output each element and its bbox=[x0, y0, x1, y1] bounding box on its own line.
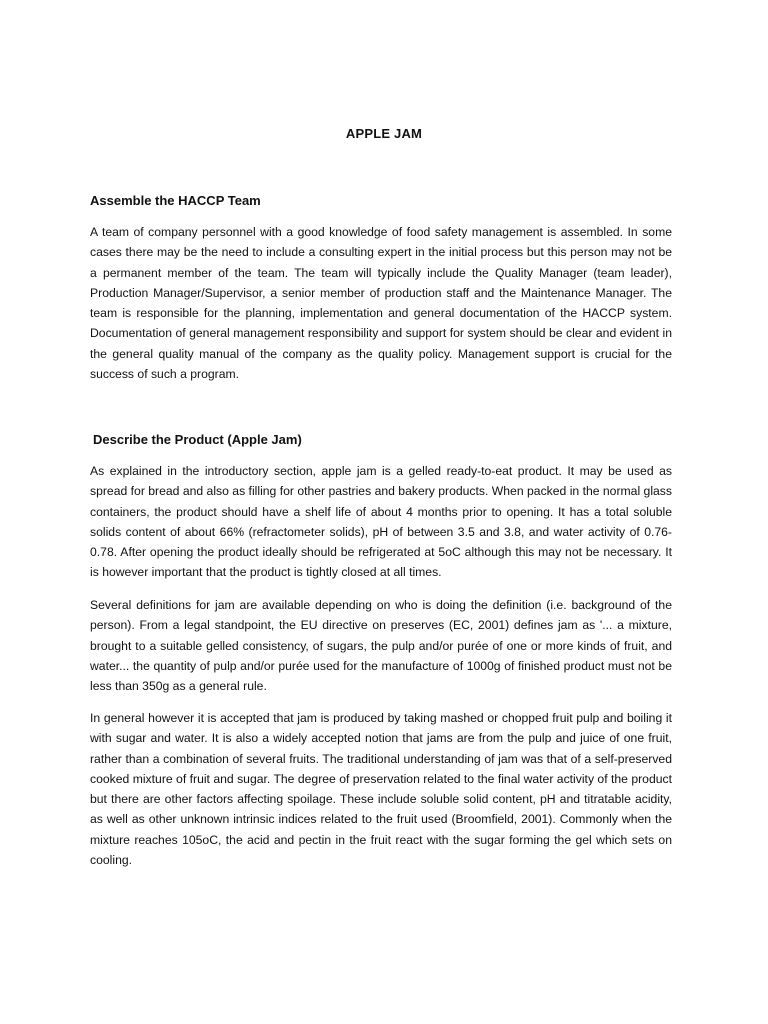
paragraph-product-intro: As explained in the introductory section, apple jam is a gelled ready-to-eat product. It may be used as spread for bread and also as filling for other pastries and bakery products. When packed in the normal glass containers, the product should have a shelf life of about 4 months prior to opening. It has a total soluble solids content of about 66% (refractometer solids), pH of between 3.5 and 3.8, and water activity of 0.76-0.78. After opening the product ideally should be refrigerated at 5oC although this may not be necessary. It is however important that the product is tightly closed at all times. bbox=[90, 464, 672, 580]
section-heading-describe-product: Describe the Product (Apple Jam) bbox=[93, 432, 302, 447]
paragraph-haccp-team: A team of company personnel with a good knowledge of food safety management is assembled. In some cases there may be the need to include a consulting expert in the initial process but this person may not be a permanent member of the team. The team will typically include the Quality Manager (team leader), Production Manager/Supervisor, a senior member of production staff and the Maintenance Manager. The team is responsible for the planning, implementation and general documentation of the HACCP system. Documentation of general management responsibility and support for system should be clear and evident in the general quality manual of the company as the quality policy. Management support is crucial for the success of such a program. bbox=[90, 225, 672, 382]
section-heading-haccp-team: Assemble the HACCP Team bbox=[90, 193, 261, 208]
paragraph-jam-definitions: Several definitions for jam are available depending on who is doing the definition (i.e. background of the person). From a legal standpoint, the EU directive on preserves (EC, 2001) defines jam as '... a mixture, brought to a suitable gelled consistency, of sugars, the pulp and/or purée of one or more kinds of fruit, and water... the quantity of pulp and/or purée used for the manufacture of 1000g of finished product must not be less than 350g as a general rule. bbox=[90, 598, 672, 694]
document-title: APPLE JAM bbox=[345, 126, 423, 141]
paragraph-jam-production: In general however it is accepted that jam is produced by taking mashed or chopped fruit pulp and boiling it with sugar and water. It is also a widely accepted notion that jams are from the pulp and juice of one fruit, rather than a combination of several fruits. The traditional understanding of jam was that of a self-preserved cooked mixture of fruit and sugar. The degree of preservation related to the final water activity of the product but there are other factors affecting spoilage. These include soluble solid content, pH and titratable acidity, as well as other unknown intrinsic indices related to the fruit used (Broomfield, 2001). Commonly when the mixture reaches 105oC, the acid and pectin in the fruit react with the sugar forming the gel which sets on cooling. bbox=[90, 711, 672, 868]
